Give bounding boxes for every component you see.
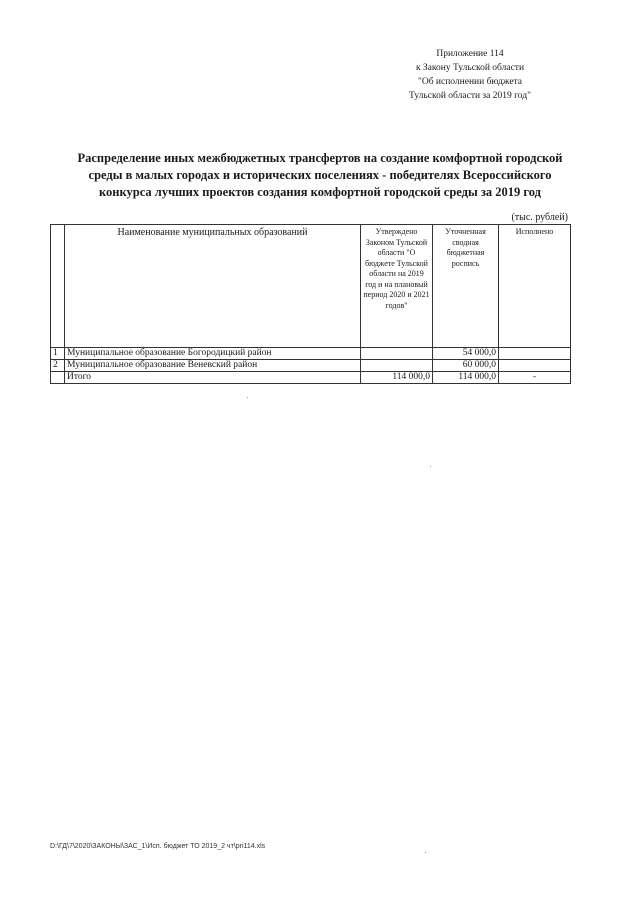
- header-approved: Утверждено Законом Тульской области "О бюджете Тульской области на 2019 год и на плановый период 2020 и 2021 годов": [361, 225, 433, 348]
- document-title: [40, 150, 600, 201]
- title-line-3: конкурса лучших проектов создания комфортной городской среды за 2019 год: [99, 185, 541, 199]
- appendix-line-3: "Об исполнении бюджета: [417, 77, 523, 87]
- header-refined: Уточненная сводная бюджетная роспись: [433, 225, 499, 348]
- row-executed: [499, 348, 571, 360]
- file-path-footer: D:\ГД\7\2020\ЗАКОНЫ\ЗАС_1\Исп. бюджет ТО 2019_2 чт\pri114.xls: [50, 843, 266, 850]
- appendix-line-1: Приложение 114: [436, 49, 504, 59]
- row-approved: [361, 348, 433, 360]
- total-num-cell: [51, 372, 65, 384]
- header-executed: Исполнено: [499, 225, 571, 348]
- total-refined: 114 000,0: [433, 372, 499, 384]
- total-label: Итого: [65, 372, 361, 384]
- table-total-row: [51, 372, 571, 384]
- scan-speck: [425, 852, 426, 853]
- scan-speck: [430, 466, 431, 467]
- total-executed: -: [499, 372, 571, 384]
- transfers-table: [50, 224, 571, 384]
- total-approved: 114 000,0: [361, 372, 433, 384]
- title-line-1: Распределение иных межбюджетных трансфертов на создание комфортной городской: [77, 151, 563, 165]
- row-name: Муниципальное образование Веневский район: [65, 360, 361, 372]
- row-num: 2: [51, 360, 65, 372]
- row-name: Муниципальное образование Богородицкий район: [65, 348, 361, 360]
- row-approved: [361, 360, 433, 372]
- header-name: Наименование муниципальных образований: [65, 225, 361, 348]
- table-row: [51, 348, 571, 360]
- scan-speck: [247, 397, 248, 398]
- row-num: 1: [51, 348, 65, 360]
- header-num-cell: [51, 225, 65, 348]
- row-executed: [499, 360, 571, 372]
- appendix-line-4: Тульской области за 2019 год": [409, 91, 531, 101]
- table-header-row: [51, 225, 571, 348]
- appendix-line-2: к Закону Тульской области: [415, 63, 525, 73]
- appendix-header: [380, 47, 560, 103]
- units-label: (тыс. рублей): [511, 212, 568, 223]
- row-refined: 60 000,0: [433, 360, 499, 372]
- row-refined: 54 000,0: [433, 348, 499, 360]
- title-line-2: среды в малых городах и исторических поселениях - победителях Всероссийского: [88, 168, 552, 182]
- table-row: [51, 360, 571, 372]
